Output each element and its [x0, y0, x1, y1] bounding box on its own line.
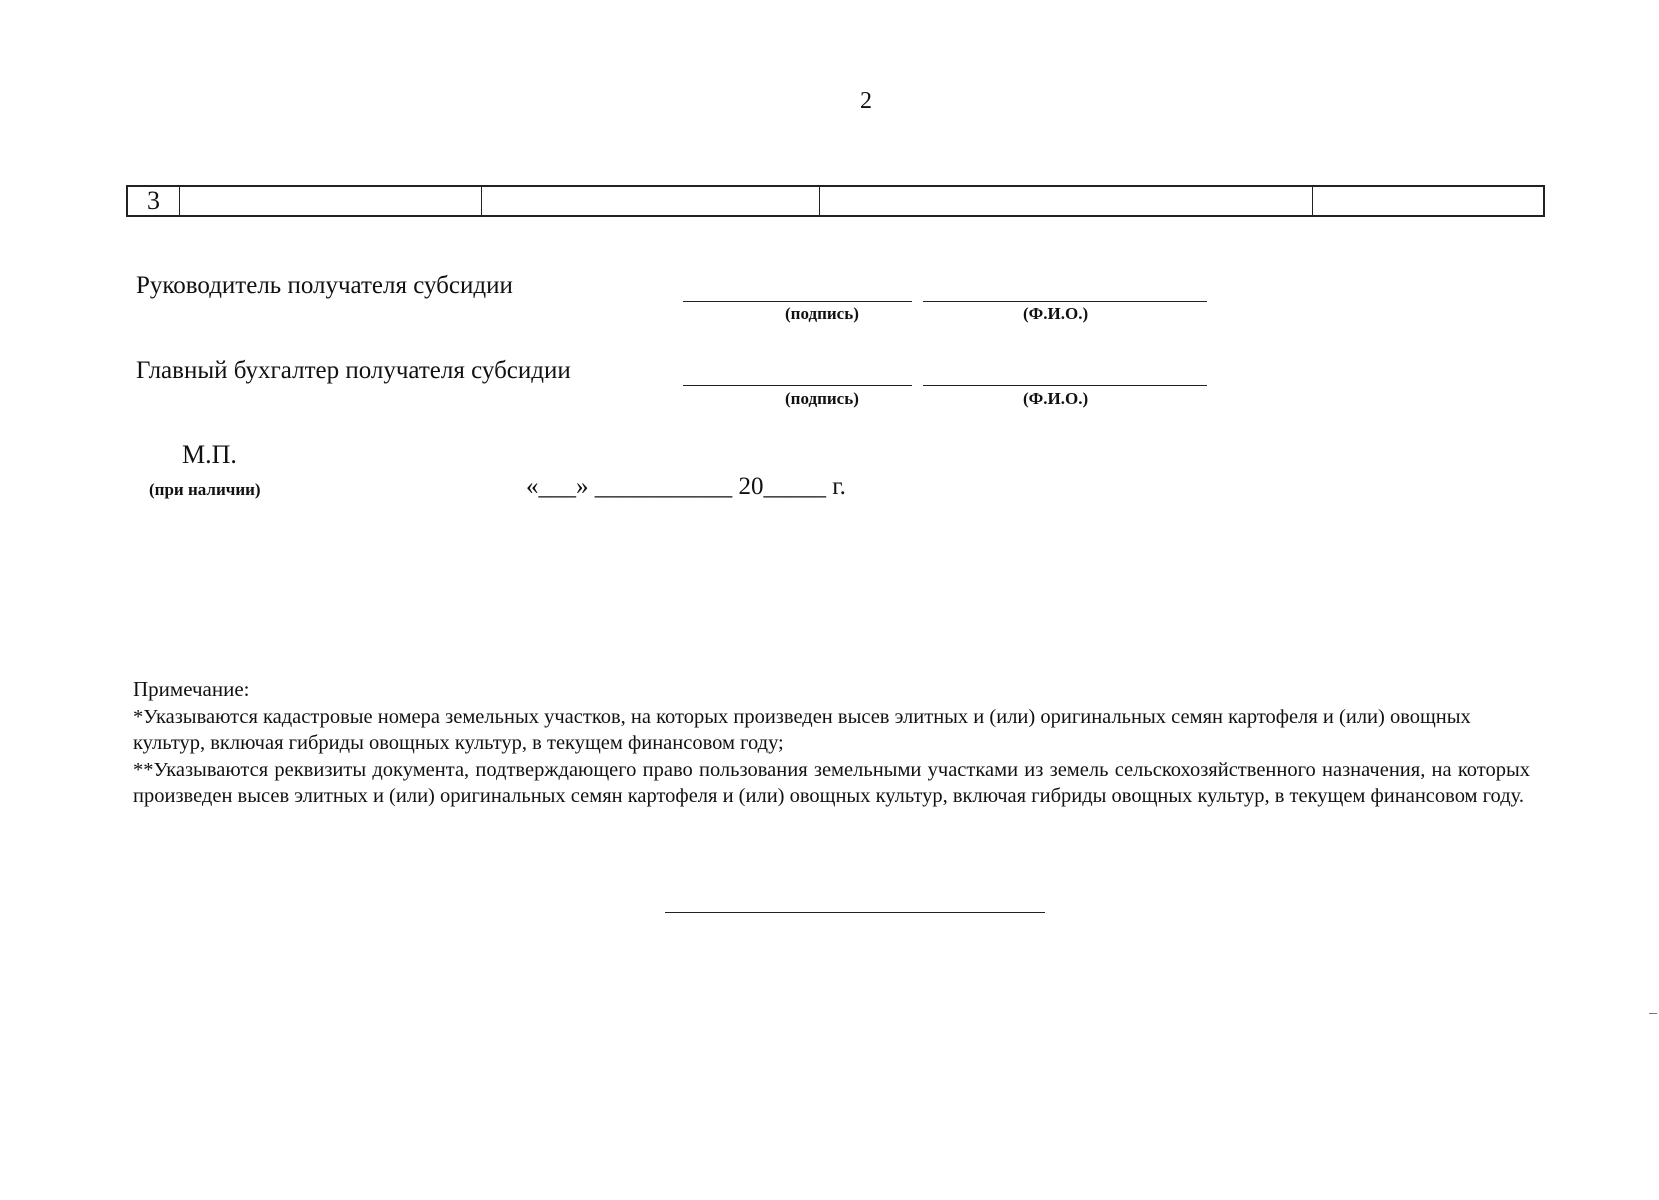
table-cell: [180, 187, 482, 215]
director-label: Руководитель получателя субсидии: [136, 272, 513, 299]
table-row: [126, 185, 1545, 217]
accountant-name-line: [923, 385, 1207, 386]
note-item: **Указываются реквизиты документа, подтверждающего право пользования земельными участками из земель сельскохозяйственного назначения, на которых произведен высев элитных и (или) оригинальных семян картофеля и (или) овощных культур, включая гибриды овощных культур, в текущем финансовом году.: [133, 759, 1530, 807]
row-number-cell: 3: [128, 187, 180, 215]
accountant-signature-line: [683, 385, 912, 386]
table-cell: [1313, 187, 1543, 215]
director-name-caption: (Ф.И.О.): [1023, 304, 1089, 323]
table-cell: [820, 187, 1313, 215]
note-title: Примечание:: [133, 677, 250, 701]
accountant-name-caption: (Ф.И.О.): [1023, 389, 1089, 408]
accountant-signature-caption: (подпись): [785, 389, 859, 408]
date-field: «___» ___________ 20_____ г.: [526, 473, 846, 500]
accountant-label: Главный бухгалтер получателя субсидии: [136, 357, 571, 384]
end-divider: [665, 912, 1045, 913]
table-cell: [482, 187, 820, 215]
page-number: 2: [860, 88, 872, 114]
director-signature-line: [683, 301, 912, 302]
director-name-line: [923, 301, 1207, 302]
stamp-label: М.П.: [182, 440, 237, 469]
director-signature-caption: (подпись): [785, 304, 859, 323]
note-item: *Указываются кадастровые номера земельных участков, на которых произведен высев элитных и (или) оригинальных семян картофеля и (или) овощных культур, включая гибриды овощных культур, в текущем финансовом году;: [133, 706, 1471, 754]
scan-edge-mark: [1649, 1013, 1657, 1014]
stamp-caption: (при наличии): [149, 480, 261, 499]
